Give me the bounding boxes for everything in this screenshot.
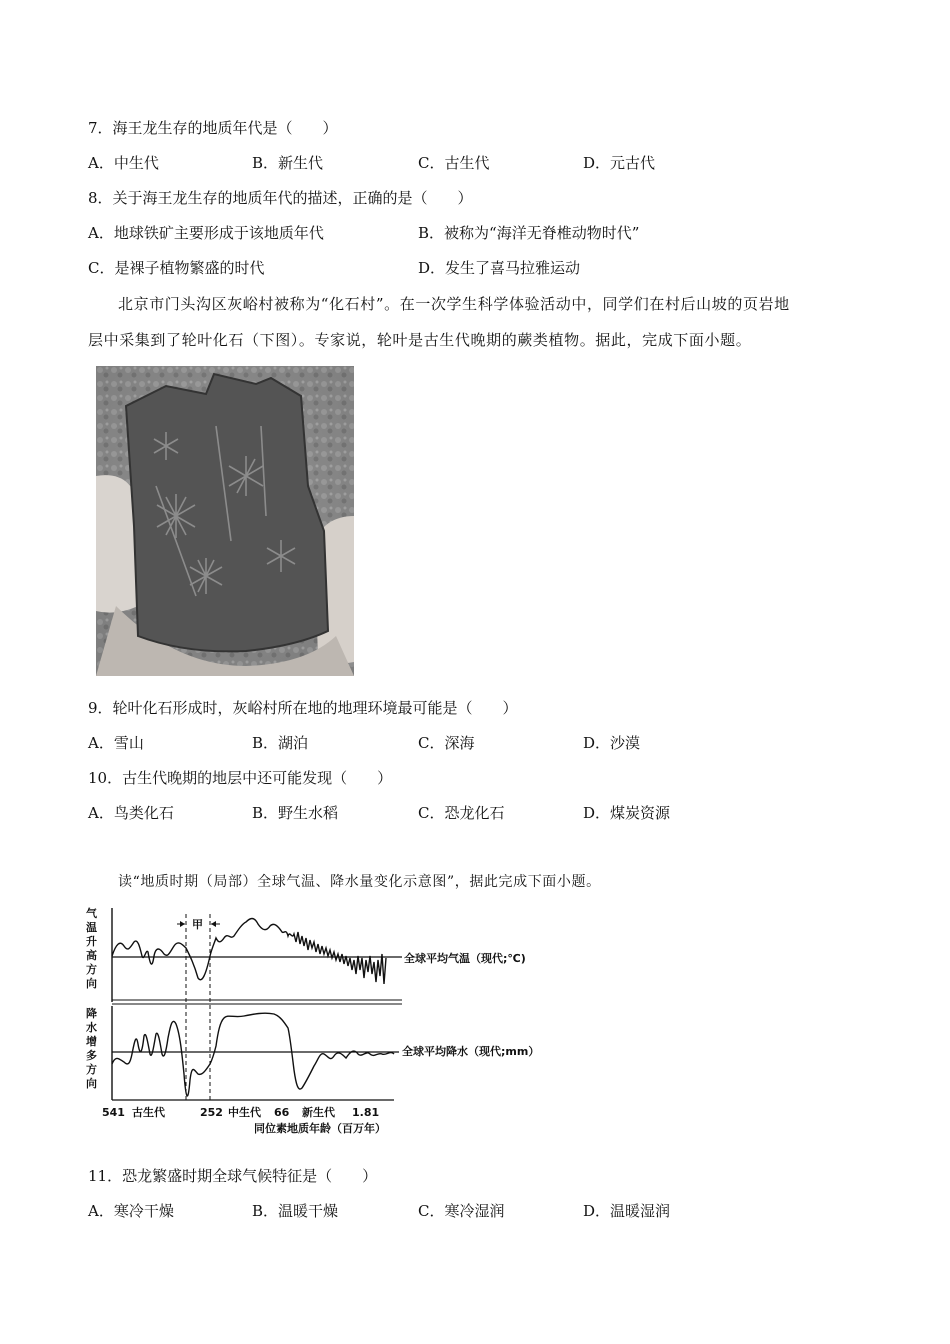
- temp-axis-char-3: 升: [86, 935, 97, 948]
- q11-option-d[interactable]: D．温暖湿润: [583, 1202, 671, 1220]
- x-tick-cenozoic: 新生代: [302, 1106, 335, 1119]
- x-tick-1-81: 1.81: [352, 1106, 380, 1119]
- passage-2: 读“地质时期（局部）全球气温、降水量变化示意图”，据此完成下面小题。: [118, 874, 601, 890]
- q8-option-c[interactable]: C．是裸子植物繁盛的时代: [88, 259, 265, 277]
- q11-option-c[interactable]: C．寒冷湿润: [418, 1202, 505, 1220]
- q10-option-c[interactable]: C．恐龙化石: [418, 804, 505, 822]
- precip-axis-char-5: 方: [86, 1063, 97, 1076]
- q9-option-a[interactable]: A．雪山: [88, 734, 144, 752]
- temp-axis-char-6: 向: [86, 977, 97, 990]
- marker-arrowhead-right: [211, 921, 216, 927]
- temp-axis-char-5: 方: [86, 963, 97, 976]
- precip-axis-char-1: 降: [86, 1007, 97, 1020]
- x-tick-252: 252: [200, 1106, 223, 1119]
- x-axis-label: 同位素地质年龄（百万年）: [254, 1122, 386, 1135]
- temp-axis-char-1: 气: [86, 907, 97, 920]
- precipitation-curve: [112, 1013, 394, 1096]
- q9-option-d[interactable]: D．沙漠: [583, 734, 641, 752]
- q11-option-b[interactable]: B．温暖干燥: [252, 1202, 339, 1220]
- q7-option-a[interactable]: A．中生代: [88, 154, 159, 172]
- temperature-curve: [112, 919, 386, 985]
- precip-axis-char-2: 水: [86, 1021, 97, 1034]
- q7-option-c[interactable]: C．古生代: [418, 154, 490, 172]
- q9-option-c[interactable]: C．深海: [418, 734, 475, 752]
- passage-1-line-1: 北京市门头沟区灰峪村被称为“化石村”。在一次学生科学体验活动中，同学们在村后山坡的页岩地: [118, 295, 790, 313]
- question-7-stem: 7．海王龙生存的地质年代是（ ）: [88, 119, 338, 137]
- q8-option-b[interactable]: B．被称为“海洋无脊椎动物时代”: [418, 224, 640, 242]
- x-tick-paleozoic: 古生代: [132, 1106, 165, 1119]
- precip-axis-char-4: 多: [86, 1049, 97, 1062]
- q10-option-b[interactable]: B．野生水稻: [252, 804, 339, 822]
- question-10-stem: 10．古生代晚期的地层中还可能发现（ ）: [88, 769, 393, 787]
- marker-label: 甲: [192, 918, 203, 931]
- x-tick-541: 541: [102, 1106, 125, 1119]
- q7-option-b[interactable]: B．新生代: [252, 154, 324, 172]
- q11-option-a[interactable]: A．寒冷干燥: [88, 1202, 174, 1220]
- question-8-stem: 8．关于海王龙生存的地质年代的描述，正确的是（ ）: [88, 189, 473, 207]
- q10-option-d[interactable]: D．煤炭资源: [583, 804, 671, 822]
- q7-option-d[interactable]: D．元古代: [583, 154, 656, 172]
- q10-option-a[interactable]: A．鸟类化石: [88, 804, 174, 822]
- marker-arrowhead-left: [180, 921, 185, 927]
- passage-1-line-2: 层中采集到了轮叶化石（下图）。专家说，轮叶是古生代晚期的蕨类植物。据此，完成下面小题。: [88, 331, 752, 349]
- x-tick-66: 66: [274, 1106, 290, 1119]
- temp-axis-char-2: 温: [86, 921, 97, 934]
- x-tick-mesozoic: 中生代: [228, 1106, 261, 1119]
- q8-option-a[interactable]: A．地球铁矿主要形成于该地质年代: [88, 224, 324, 242]
- precip-reference-label: 全球平均降水（现代;mm）: [402, 1045, 540, 1058]
- precip-axis-char-6: 向: [86, 1077, 97, 1090]
- fossil-photo: [96, 366, 354, 676]
- question-9-stem: 9．轮叶化石形成时，灰峪村所在地的地理环境最可能是（ ）: [88, 699, 518, 717]
- q8-option-d[interactable]: D．发生了喜马拉雅运动: [418, 259, 581, 277]
- temp-reference-label: 全球平均气温（现代;℃): [404, 952, 526, 965]
- temp-axis-char-4: 高: [86, 949, 97, 962]
- q9-option-b[interactable]: B．湖泊: [252, 734, 309, 752]
- question-11-stem: 11．恐龙繁盛时期全球气候特征是（ ）: [88, 1167, 378, 1185]
- climate-chart: [84, 904, 564, 1136]
- precip-axis-char-3: 增: [86, 1035, 97, 1048]
